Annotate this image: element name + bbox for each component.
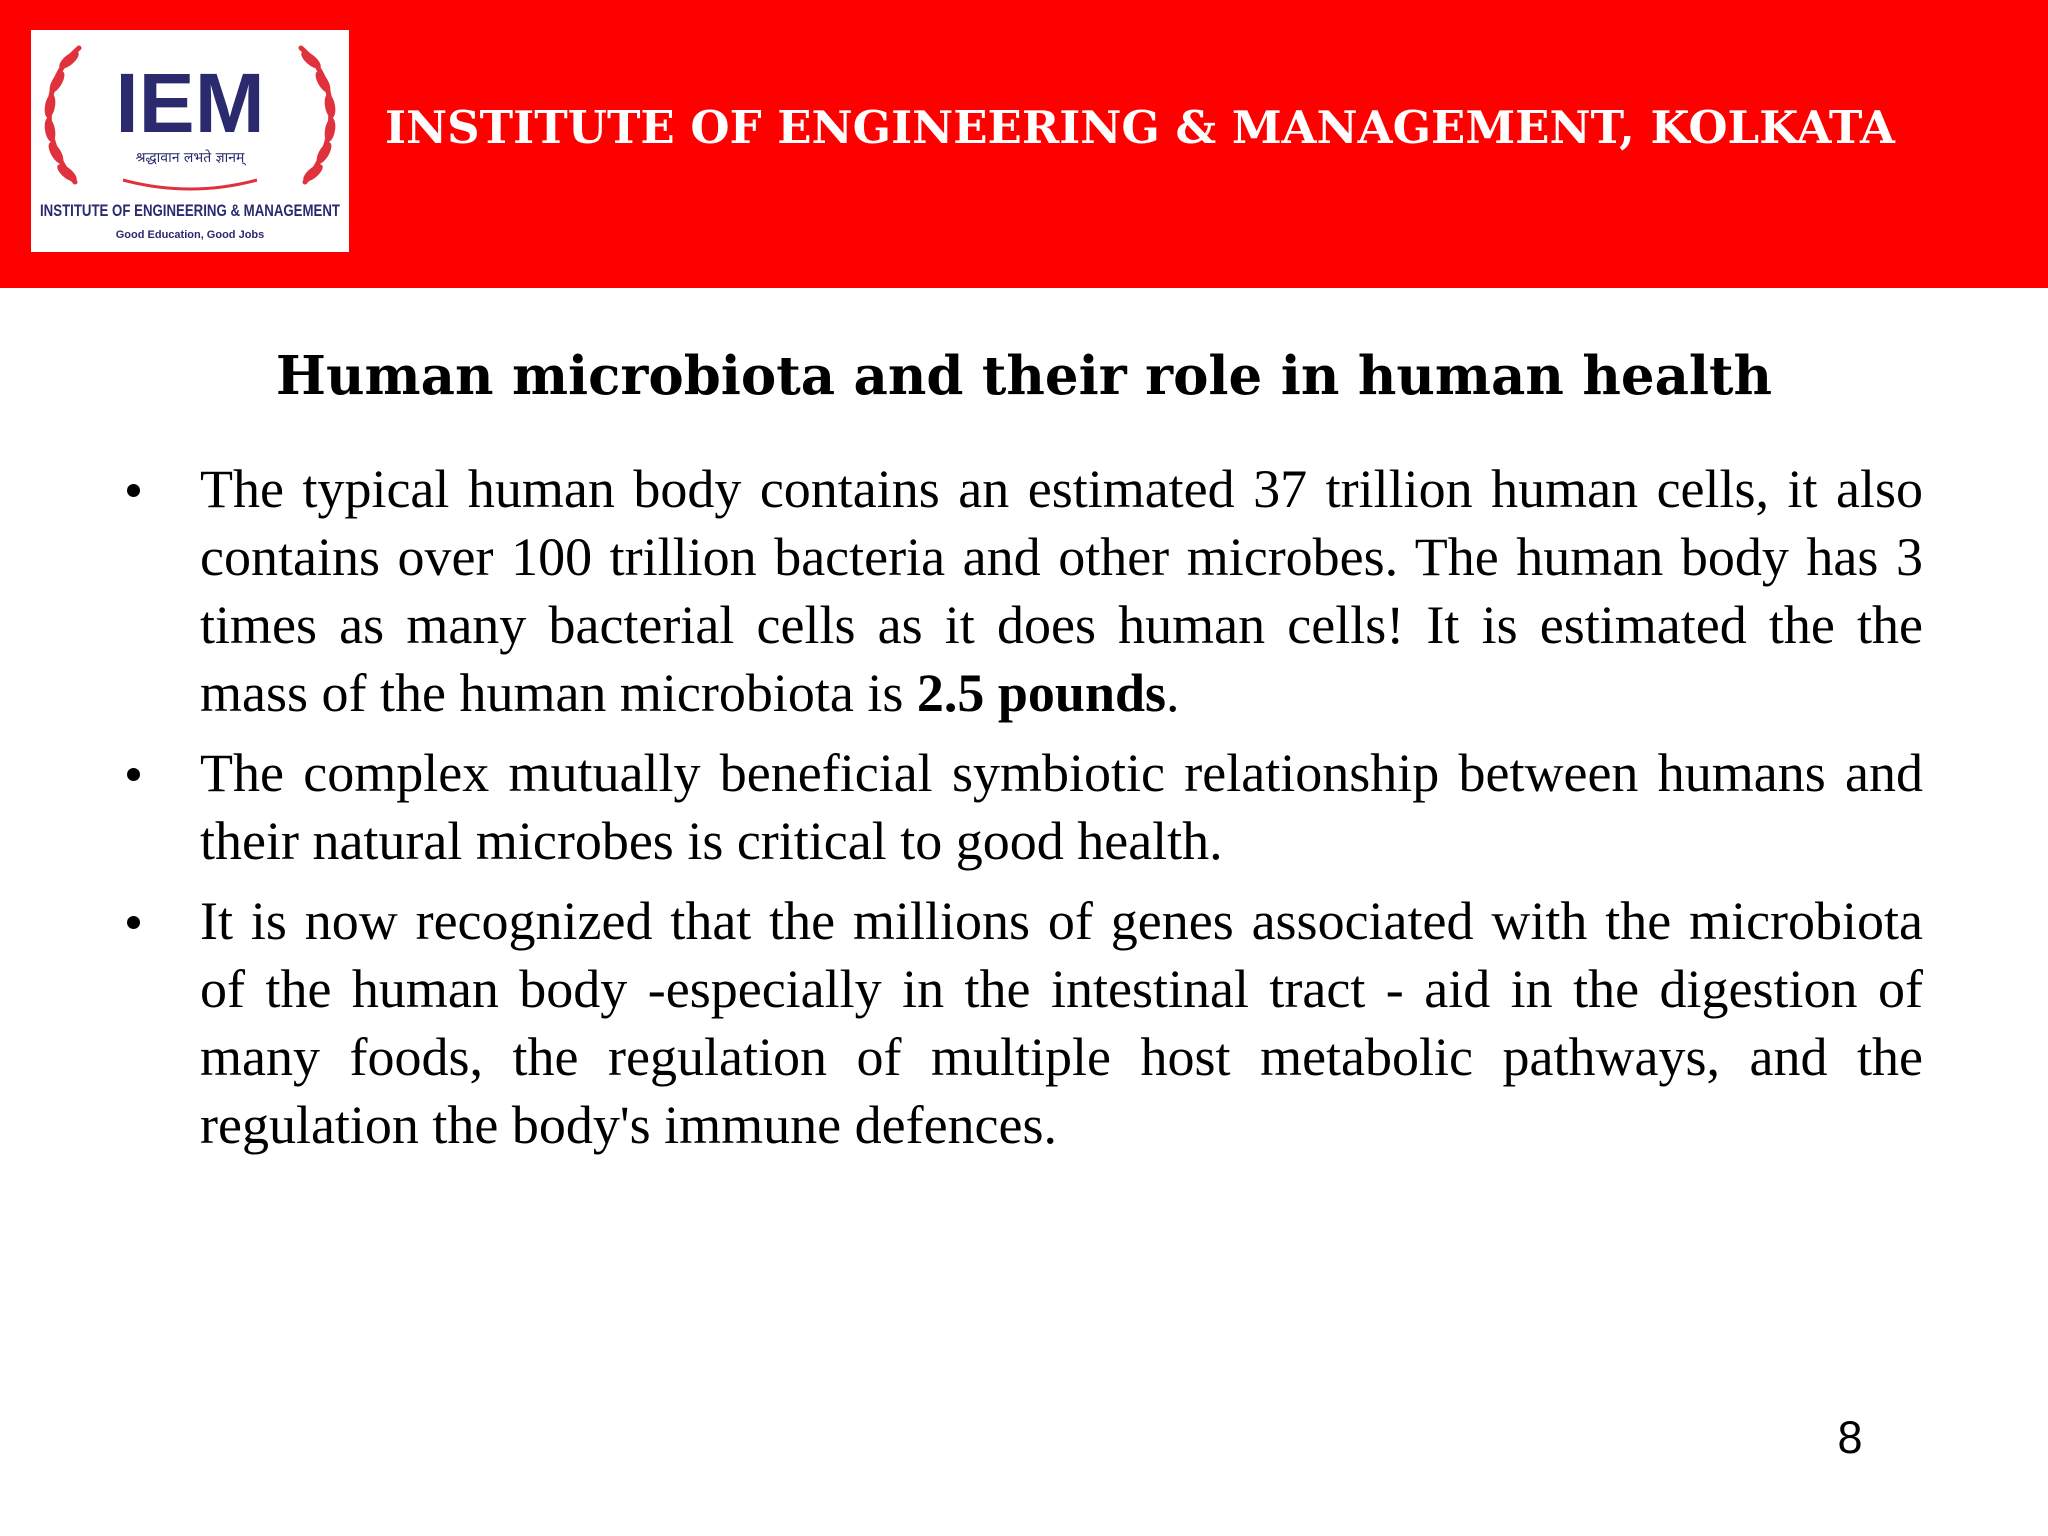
laurel-emblem-icon [31,30,349,252]
logo-tagline: Good Education, Good Jobs [115,229,265,241]
bullet-list [200,455,1923,1171]
bullet-item-genes [200,887,1923,1159]
logo-acronym: IEM [115,56,265,150]
bullet-text: It is now recognized that the millions of genes associated with the microbiota of the human body -especially in the intestinal tract - aid in the digestion of many foods, the regulation of multiple host metabolic pathways, and the regulation the body's immune defences. [200,891,1923,1155]
header-banner [0,0,2048,288]
institute-title: INSTITUTE OF ENGINEERING & MANAGEMENT, KOLKATA [385,101,1895,154]
slide-title: Human microbiota and their role in human health [275,345,1773,407]
bullet-text: The typical human body contains an estimated 37 trillion human cells, it also contains over 100 trillion bacteria and other microbes. The human body has 3 times as many bacterial cells as it does human cells! It is estimated the the mass of the human microbiota is [200,459,1923,723]
iem-logo [31,30,349,252]
bullet-item-cell-counts [200,455,1923,727]
bullet-icon [127,484,140,497]
bullet-icon [127,916,140,929]
page-number: 8 [1837,1412,1863,1463]
bullet-item-symbiosis [200,739,1923,875]
logo-institute-name: INSTITUTE OF ENGINEERING & MANAGEMENT [40,201,341,220]
bullet-text: The complex mutually beneficial symbiotic relationship between humans and their natural microbes is critical to good health. [200,743,1923,871]
bullet-emphasis: 2.5 pounds [916,663,1167,723]
bullet-icon [127,768,140,781]
logo-motto: श्रद्धावान लभते ज्ञानम् [135,150,245,166]
bullet-text-end: . [1166,663,1180,723]
